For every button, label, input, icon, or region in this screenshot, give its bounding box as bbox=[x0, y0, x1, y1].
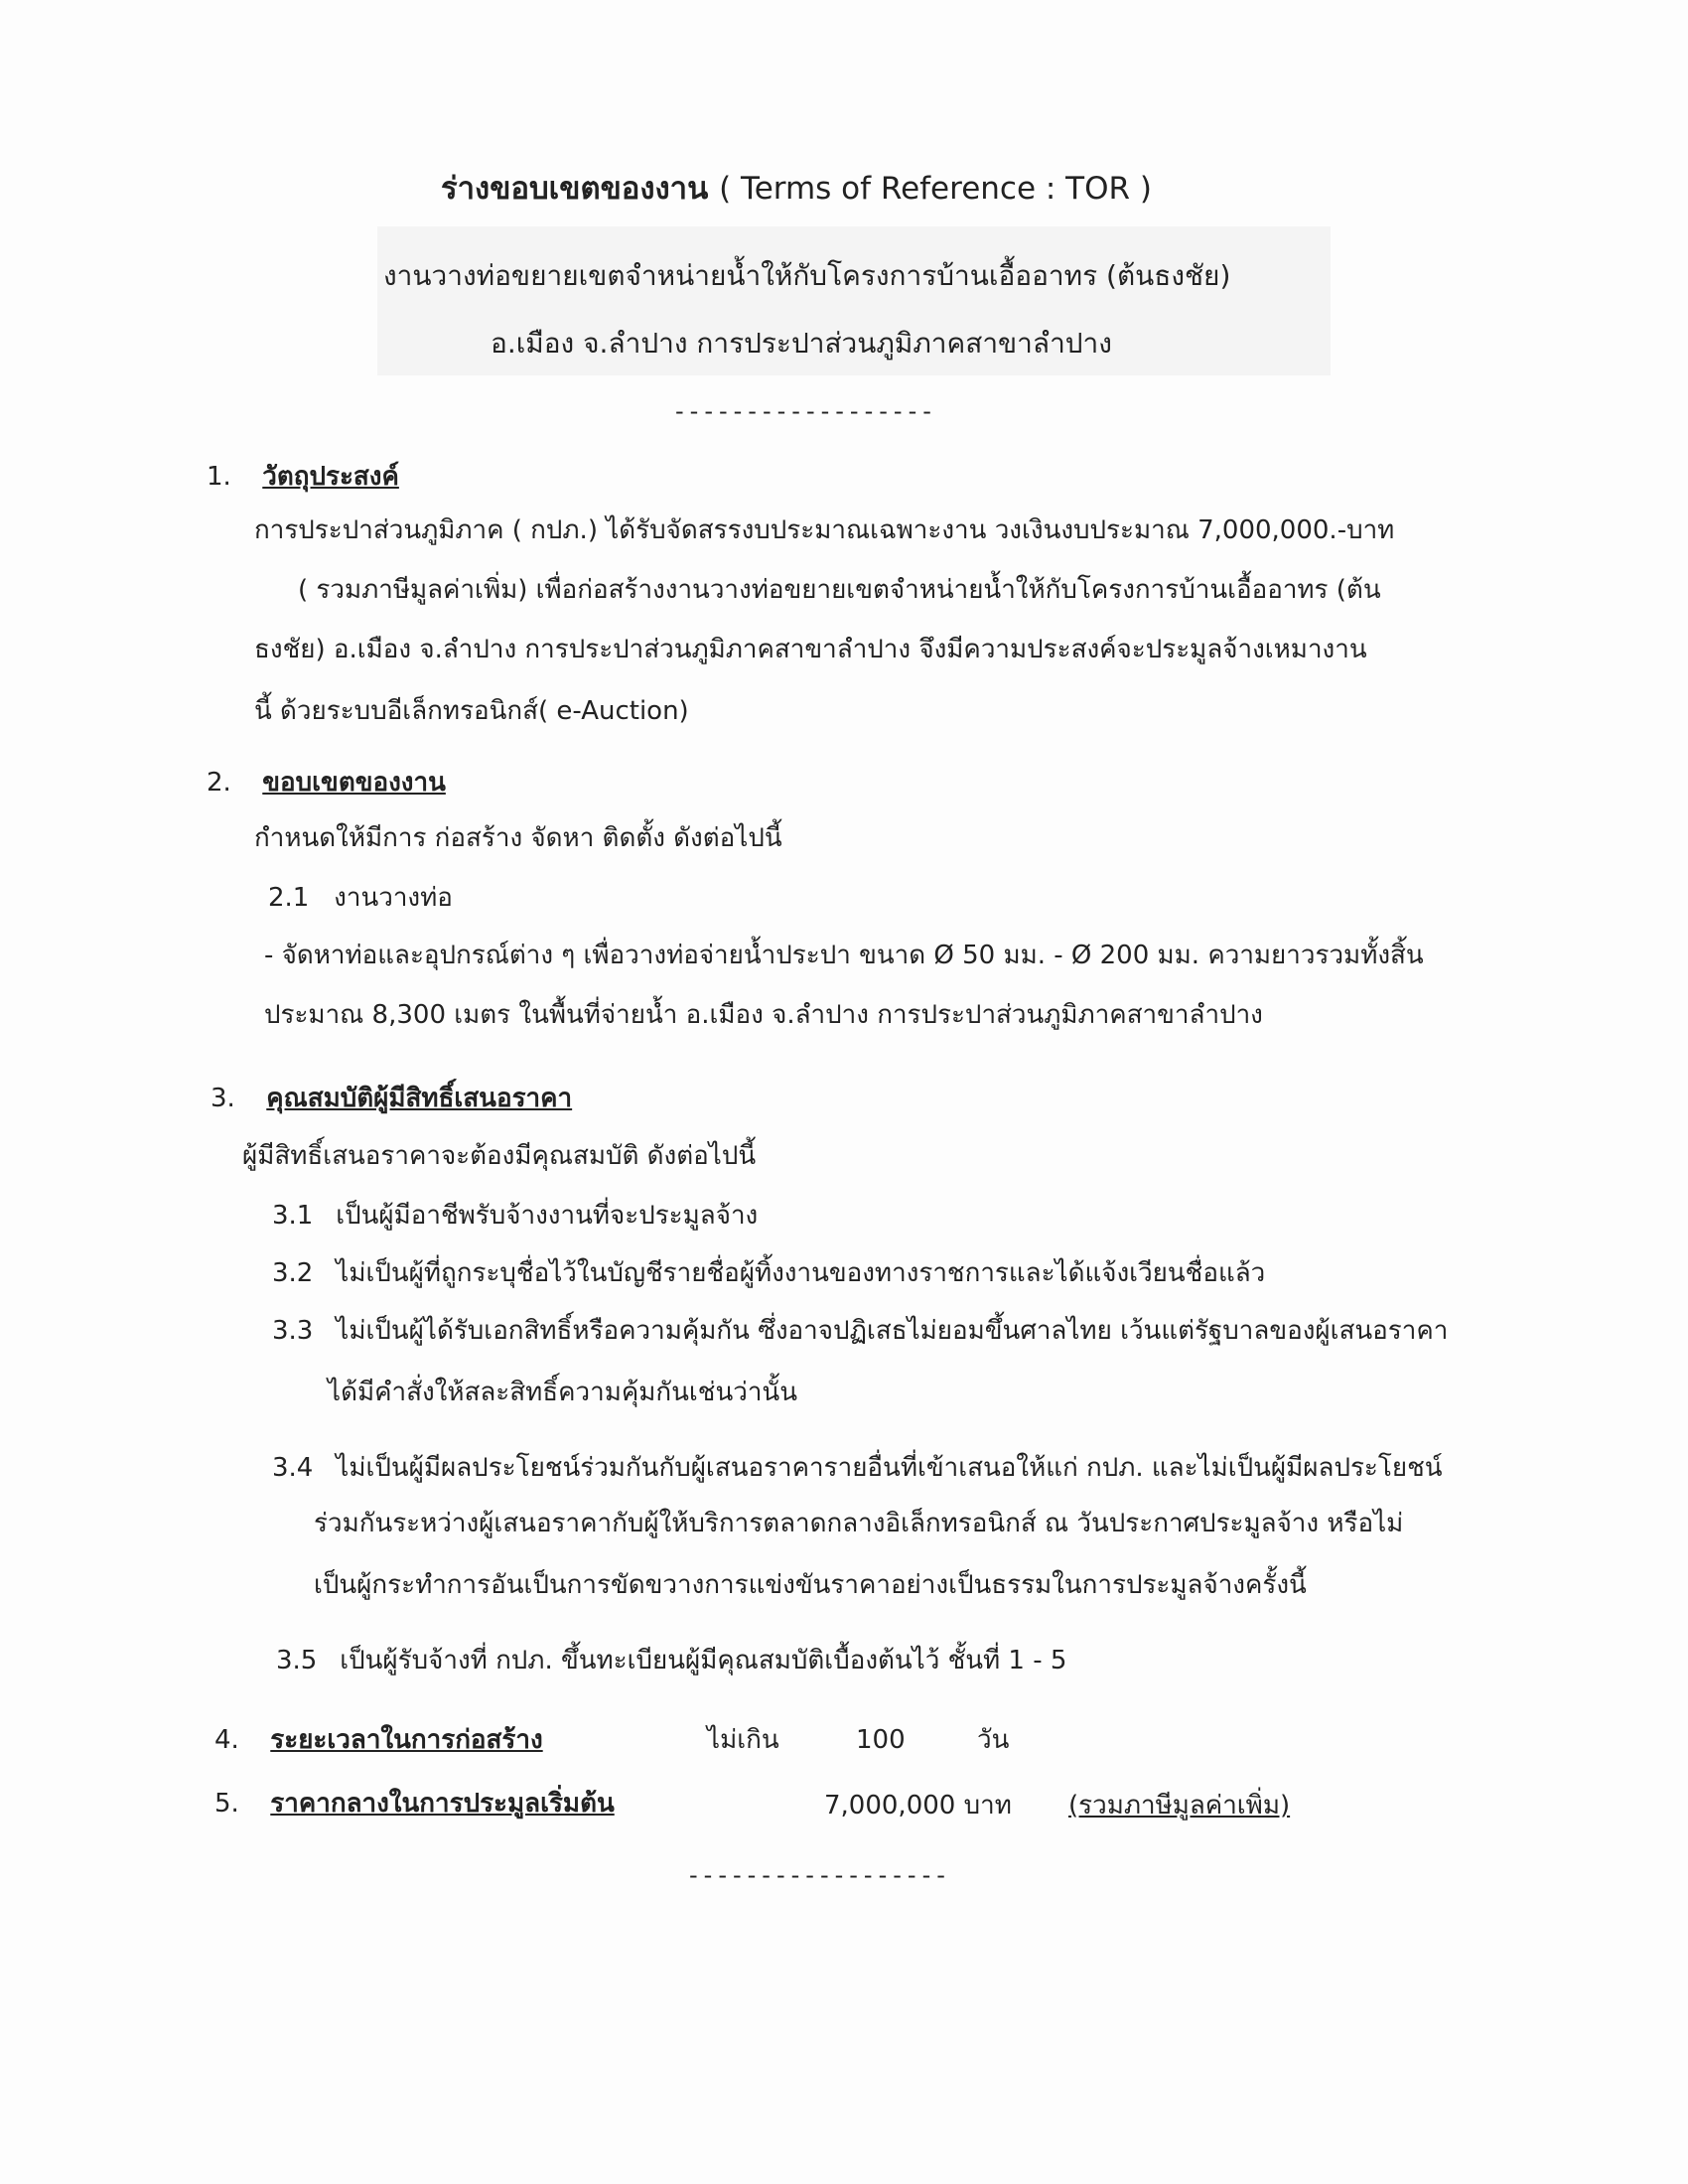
item-3-3-text-2: ได้มีคำสั่งให้สละสิทธิ์ความคุ้มกันเช่นว่านั้น bbox=[328, 1378, 797, 1407]
section-5-header bbox=[214, 1786, 615, 1821]
section-4-days: 100 bbox=[856, 1725, 906, 1755]
document-title bbox=[441, 171, 1152, 207]
item-3-3-text-1: ไม่เป็นผู้ได้รับเอกสิทธิ์หรือความคุ้มกัน ซึ่งอาจปฏิเสธไม่ยอมขึ้นศาลไทย เว้นแต่รัฐบาลของผู้เสนอราคา bbox=[336, 1316, 1449, 1346]
divider-top: ------------------ bbox=[675, 397, 937, 425]
section-4-header bbox=[214, 1722, 543, 1758]
item-3-4-text-3: เป็นผู้กระทำการอันเป็นการขัดขวางการแข่งขันราคาอย่างเป็นธรรมในการประมูลจ้างครั้งนี้ bbox=[314, 1570, 1307, 1600]
section-3-number: 3. bbox=[211, 1084, 235, 1113]
item-3-2 bbox=[272, 1255, 1265, 1291]
section-2-number: 2. bbox=[207, 768, 231, 798]
section-2-1-label: งานวางท่อ bbox=[334, 883, 453, 913]
title-english: ( Terms of Reference : TOR ) bbox=[719, 171, 1153, 207]
item-3-4 bbox=[272, 1450, 1443, 1486]
item-3-1-text: เป็นผู้มีอาชีพรับจ้างงานที่จะประมูลจ้าง bbox=[336, 1201, 759, 1231]
section-2-intro: กำหนดให้มีการ ก่อสร้าง จัดหา ติดตั้ง ดังต่อไปนี้ bbox=[254, 823, 782, 853]
section-1-number: 1. bbox=[207, 462, 231, 492]
section-1-line-4: นี้ ด้วยระบบอีเล็กทรอนิกส์( e-Auction) bbox=[254, 696, 689, 726]
section-1-line-1: การประปาส่วนภูมิภาค ( กปภ.) ได้รับจัดสรรงบประมาณเฉพาะงาน วงเงินงบประมาณ 7,000,000.-บาท bbox=[254, 515, 1395, 545]
section-2-1-number: 2.1 bbox=[268, 883, 310, 913]
section-2-heading: ขอบเขตของงาน bbox=[262, 768, 446, 798]
section-5-amount: 7,000,000 บาท bbox=[824, 1791, 1012, 1820]
section-4-limit: ไม่เกิน bbox=[707, 1725, 779, 1755]
divider-bottom: ------------------ bbox=[689, 1861, 951, 1889]
section-3-header bbox=[211, 1081, 572, 1116]
item-3-5-number: 3.5 bbox=[276, 1646, 318, 1675]
subtitle-location: อ.เมือง จ.ลำปาง การประปาส่วนภูมิภาคสาขาลำปาง bbox=[491, 327, 1112, 360]
section-1-line-3: ธงชัย) อ.เมือง จ.ลำปาง การประปาส่วนภูมิภาคสาขาลำปาง จึงมีความประสงค์จะประมูลจ้างเหมางาน bbox=[254, 635, 1367, 664]
item-3-4-text-2: ร่วมกันระหว่างผู้เสนอราคากับผู้ให้บริการตลาดกลางอิเล็กทรอนิกส์ ณ วันประกาศประมูลจ้าง หรือไม่ bbox=[314, 1509, 1404, 1538]
section-3-heading: คุณสมบัติผู้มีสิทธิ์เสนอราคา bbox=[266, 1084, 573, 1113]
item-3-2-number: 3.2 bbox=[272, 1258, 314, 1288]
section-2-detail-1: - จัดหาท่อและอุปกรณ์ต่าง ๆ เพื่อวางท่อจ่ายน้ำประปา ขนาด Ø 50 มม. - Ø 200 มม. ความยาวรวมทั้งสิ้น bbox=[264, 941, 1424, 970]
item-3-1-number: 3.1 bbox=[272, 1201, 314, 1231]
section-5-vat-note: (รวมภาษีมูลค่าเพิ่ม) bbox=[1068, 1791, 1291, 1820]
item-3-1 bbox=[272, 1198, 758, 1234]
section-1-heading: วัตถุประสงค์ bbox=[262, 462, 399, 492]
section-4-number: 4. bbox=[214, 1725, 239, 1755]
section-4-unit: วัน bbox=[977, 1725, 1010, 1755]
item-3-5 bbox=[276, 1643, 1066, 1678]
section-5-number: 5. bbox=[214, 1789, 239, 1819]
item-3-4-text-1: ไม่เป็นผู้มีผลประโยชน์ร่วมกันกับผู้เสนอราคารายอื่นที่เข้าเสนอให้แก่ กปภ. และไม่เป็นผู้มีผลประโยชน์ bbox=[336, 1453, 1443, 1483]
section-4-heading: ระยะเวลาในการก่อสร้าง bbox=[270, 1725, 543, 1755]
title-thai: ร่างขอบเขตของงาน bbox=[441, 171, 709, 207]
subtitle-project: งานวางท่อขยายเขตจำหน่ายน้ำให้กับโครงการบ้านเอื้ออาทร (ต้นธงชัย) bbox=[383, 259, 1231, 292]
item-3-3 bbox=[272, 1313, 1448, 1349]
item-3-5-text: เป็นผู้รับจ้างที่ กปภ. ขึ้นทะเบียนผู้มีคุณสมบัติเบื้องต้นไว้ ชั้นที่ 1 - 5 bbox=[340, 1646, 1067, 1675]
section-1-line-2: ( รวมภาษีมูลค่าเพิ่ม) เพื่อก่อสร้างงานวางท่อขยายเขตจำหน่ายน้ำให้กับโครงการบ้านเอื้ออาทร (ต้น bbox=[298, 575, 1381, 605]
section-3-intro: ผู้มีสิทธิ์เสนอราคาจะต้องมีคุณสมบัติ ดังต่อไปนี้ bbox=[242, 1141, 757, 1171]
item-3-4-number: 3.4 bbox=[272, 1453, 314, 1483]
section-2-header bbox=[207, 765, 446, 801]
section-1-header bbox=[207, 459, 399, 495]
section-5-heading: ราคากลางในการประมูลเริ่มต้น bbox=[270, 1789, 615, 1819]
section-2-1-header bbox=[268, 880, 453, 916]
item-3-3-number: 3.3 bbox=[272, 1316, 314, 1346]
item-3-2-text: ไม่เป็นผู้ที่ถูกระบุชื่อไว้ในบัญชีรายชื่อผู้ทิ้งงานของทางราชการและได้แจ้งเวียนชื่อแล้ว bbox=[336, 1258, 1266, 1288]
section-2-detail-2: ประมาณ 8,300 เมตร ในพื้นที่จ่ายน้ำ อ.เมือง จ.ลำปาง การประปาส่วนภูมิภาคสาขาลำปาง bbox=[264, 1000, 1263, 1030]
